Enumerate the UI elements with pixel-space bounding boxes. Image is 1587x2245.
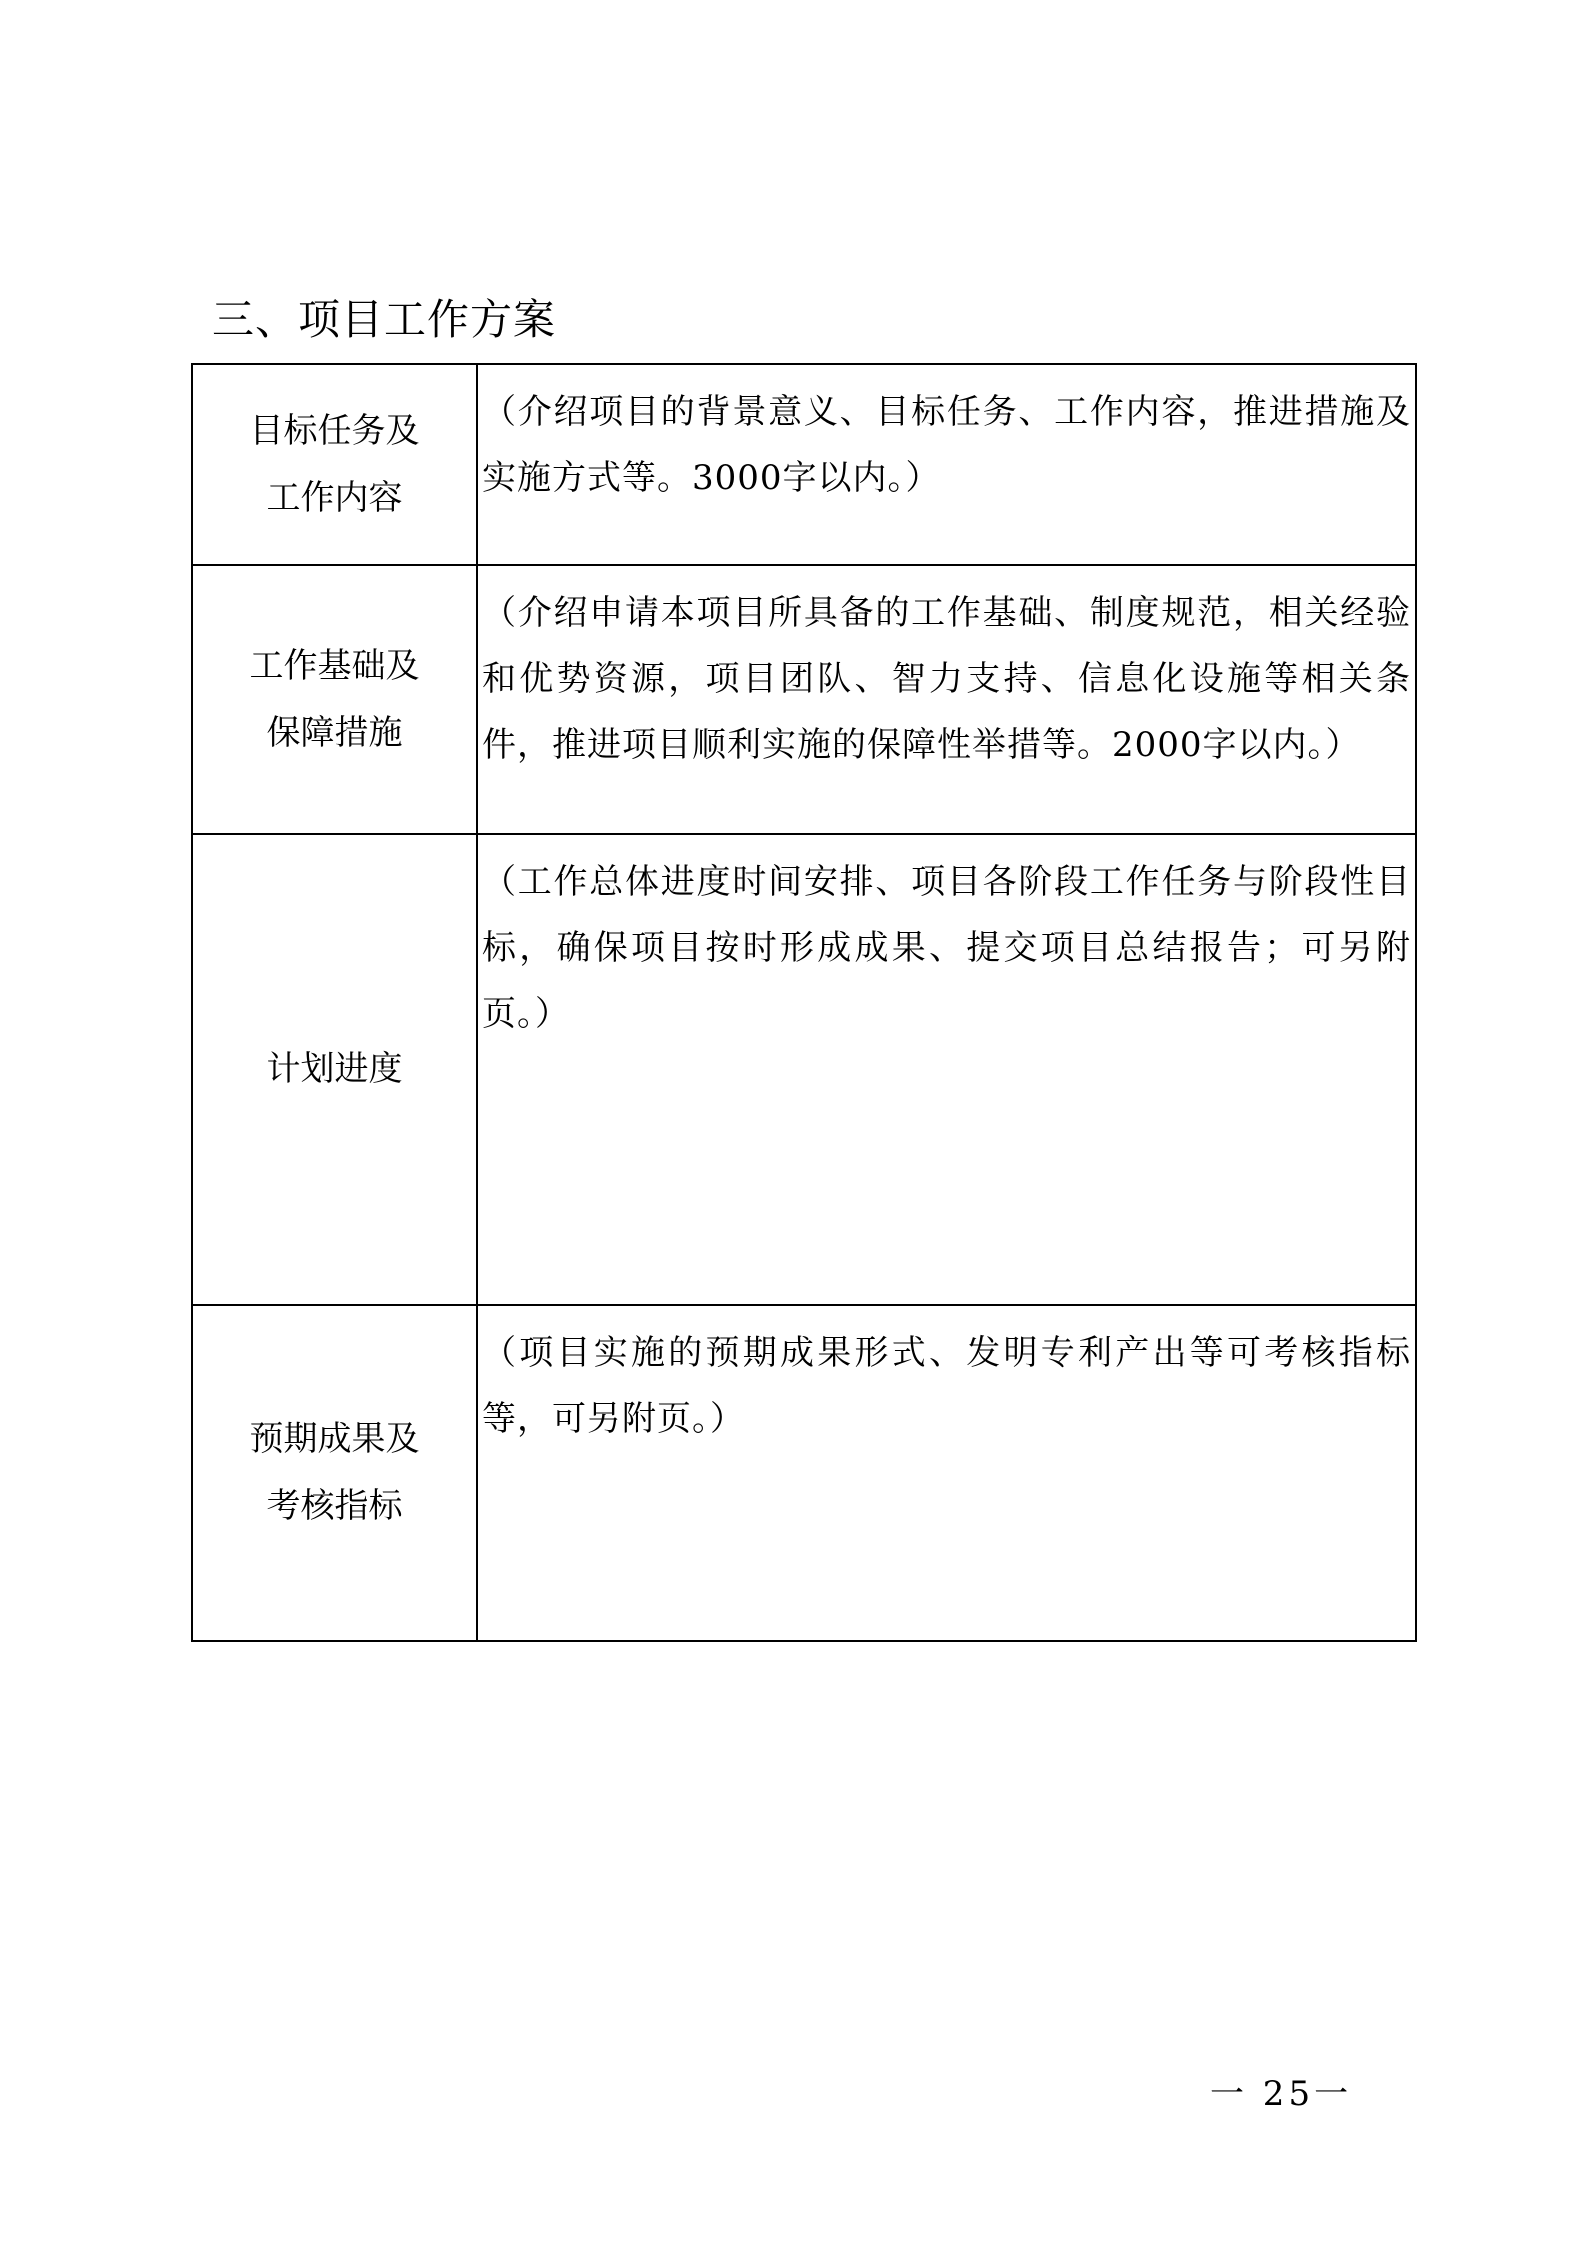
row-label-line: 工作内容 [266,477,403,518]
table-row-outcomes [192,1305,1416,1641]
page-number: 一 25一 [1210,2074,1353,2114]
row-label-outcomes [192,1305,477,1641]
row-label-schedule [192,834,477,1305]
table-row-goals [192,364,1416,565]
row-content-outcomes[interactable]: （项目实施的预期成果形式、发明专利产出等可考核指标等，可另附页。） [477,1305,1416,1641]
row-label-line: 目标任务及 [249,410,420,451]
row-label-line: 考核指标 [266,1486,403,1526]
row-label-line: 保障措施 [266,712,403,753]
row-label-line: 工作基础及 [249,645,420,686]
row-label-line: 预期成果及 [249,1419,420,1459]
row-label-goals [192,364,477,565]
row-label-line: 计划进度 [266,1049,403,1089]
row-content-goals[interactable]: （介绍项目的背景意义、目标任务、工作内容，推进措施及实施方式等。3000字以内。） [477,364,1416,565]
table-row-foundation [192,565,1416,834]
row-label-foundation [192,565,477,834]
row-content-foundation[interactable]: （介绍申请本项目所具备的工作基础、制度规范，相关经验和优势资源，项目团队、智力支持、信息化设施等相关条件，推进项目顺利实施的保障性举措等。2000字以内。） [477,565,1416,834]
row-content-schedule[interactable]: （工作总体进度时间安排、项目各阶段工作任务与阶段性目标，确保项目按时形成成果、提交项目总结报告；可另附页。） [477,834,1416,1305]
work-plan-table [191,363,1417,1642]
section-title: 三、项目工作方案 [212,295,557,344]
table-row-schedule [192,834,1416,1305]
